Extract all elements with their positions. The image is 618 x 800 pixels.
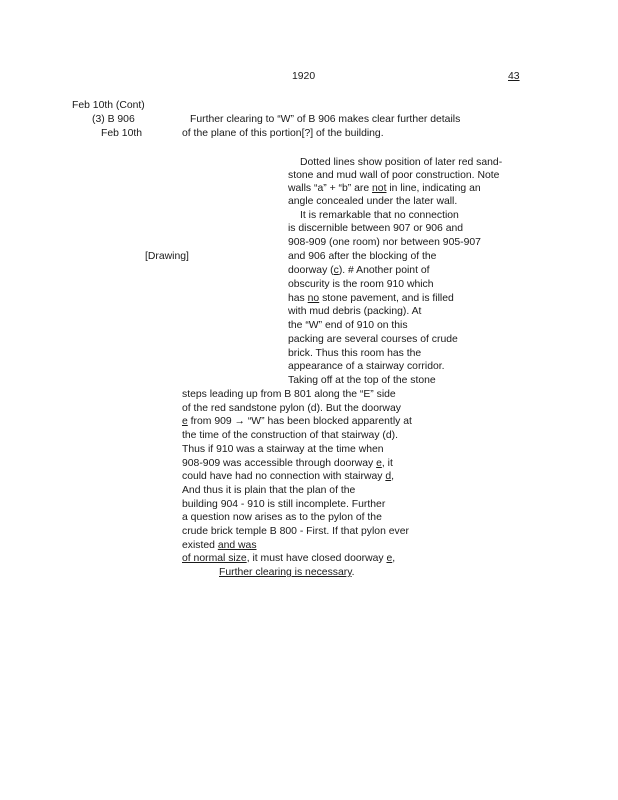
text-line: It is remarkable that no connection: [300, 210, 459, 221]
text-line: the time of the construction of that stairway (d).: [182, 430, 398, 441]
margin-date-cont: Feb 10th (Cont): [72, 100, 145, 111]
intro-line-2: of the plane of this portion[?] of the building.: [182, 128, 384, 139]
intro-line-1: Further clearing to “W” of B 906 makes clear further details: [190, 114, 461, 125]
text-line: of normal size, it must have closed doorway e,: [182, 553, 396, 564]
text-line: building 904 - 910 is still incomplete. Further: [182, 499, 386, 510]
text-line: and 906 after the blocking of the: [288, 251, 437, 262]
text-line: Further clearing is necessary.: [219, 567, 355, 578]
text-line: is discernible between 907 or 906 and: [288, 223, 464, 234]
text-line: angle concealed under the later wall.: [288, 196, 458, 207]
text-line: Taking off at the top of the stone: [288, 375, 436, 386]
text-line: packing are several courses of crude: [288, 334, 458, 345]
text-line: And thus it is plain that the plan of the: [182, 485, 356, 496]
header-year: 1920: [292, 71, 316, 82]
margin-date: Feb 10th: [101, 128, 143, 139]
text-line: walls “a” + “b” are not in line, indicating an: [288, 183, 481, 194]
text-line: brick. Thus this room has the: [288, 348, 422, 359]
page-number: 43: [508, 71, 520, 82]
margin-item: (3) B 906: [92, 114, 135, 125]
text-line: of the red sandstone pylon (d). But the doorway: [182, 403, 401, 414]
text-line: has no stone pavement, and is filled: [288, 293, 454, 304]
text-line: doorway (c). # Another point of: [288, 265, 430, 276]
text-line: Dotted lines show position of later red sand-: [300, 157, 503, 168]
text-line: stone and mud wall of poor construction. Note: [288, 170, 500, 181]
text-line: could have had no connection with stairway d,: [182, 471, 394, 482]
text-line: steps leading up from B 801 along the “E” side: [182, 389, 396, 400]
text-line: obscurity is the room 910 which: [288, 279, 434, 290]
text-line: existed and was: [182, 540, 257, 551]
text-line: 908-909 was accessible through doorway e, it: [182, 458, 393, 469]
drawing-placeholder: [Drawing]: [145, 251, 189, 262]
text-line: the “W” end of 910 on this: [288, 320, 408, 331]
text-line: appearance of a stairway corridor.: [288, 361, 445, 372]
text-line: crude brick temple B 800 - First. If that pylon ever: [182, 526, 409, 537]
text-line: e from 909 → “W” has been blocked apparently at: [182, 416, 412, 427]
text-line: with mud debris (packing). At: [288, 306, 422, 317]
text-line: Thus if 910 was a stairway at the time when: [182, 444, 384, 455]
text-line: 908-909 (one room) nor between 905-907: [288, 237, 481, 248]
text-line: a question now arises as to the pylon of the: [182, 512, 382, 523]
